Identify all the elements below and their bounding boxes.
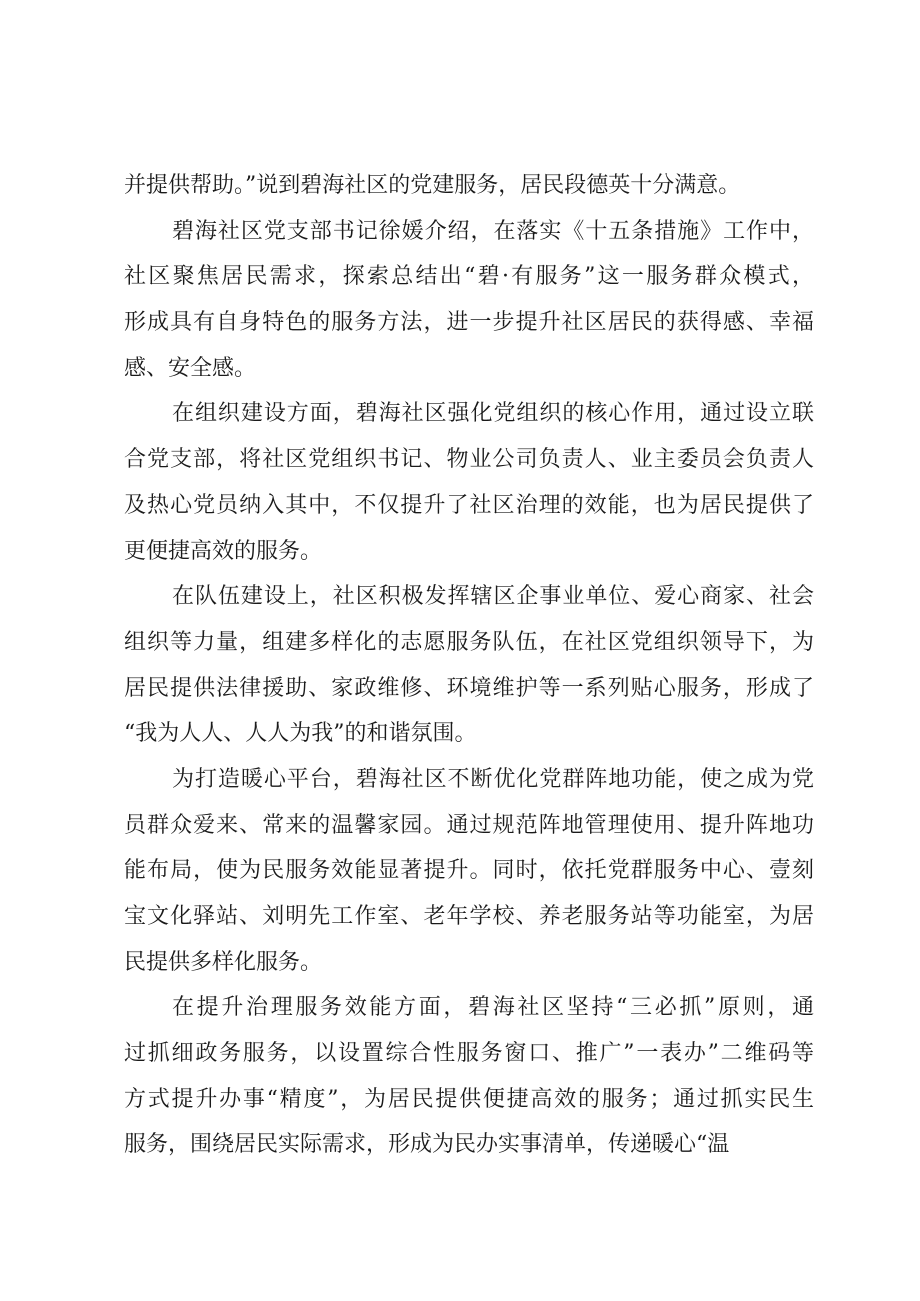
text-line: 及热心党员纳入其中，不仅提升了社区治理的效能，也为居民提供了: [124, 492, 814, 518]
text-line: 在组织建设方面，碧海社区强化党组织的核心作用，通过设立联: [172, 401, 814, 427]
text-line: 民提供多样化服务。: [124, 949, 323, 975]
text-line: 方式提升办事“精度”，为居民提供便捷高效的服务；通过抓实民生: [124, 1086, 814, 1112]
paragraph: [124, 391, 814, 574]
paragraph: [124, 985, 814, 1168]
text-line: 更便捷高效的服务。: [124, 538, 323, 564]
text-line: 在提升治理服务效能方面，碧海社区坚持“三必抓”原则，通: [172, 995, 814, 1021]
text-line: 碧海社区党支部书记徐媛介绍，在落实《十五条措施》工作中，: [172, 218, 814, 244]
text-line: 能布局，使为民服务效能显著提升。同时，依托党群服务中心、壹刻: [124, 858, 814, 884]
paragraph: [124, 574, 814, 757]
text-line: 宝文化驿站、刘明先工作室、老年学校、养老服务站等功能室，为居: [124, 904, 814, 929]
paragraph: [124, 209, 814, 392]
text-line: 为打造暖心平台，碧海社区不断优化党群阵地功能，使之成为党: [172, 766, 814, 792]
text-line: 感、安全感。: [124, 355, 257, 381]
text-line: 居民提供法律援助、家政维修、环境维护等一系列贴心服务，形成了: [124, 675, 814, 701]
document-body: [124, 163, 814, 1168]
text-line: 并提供帮助。”说到碧海社区的党建服务，居民段德英十分满意。: [124, 173, 741, 198]
text-line: 组织等力量，组建多样化的志愿服务队伍，在社区党组织领导下，为: [124, 629, 814, 655]
text-line: 合党支部，将社区党组织书记、物业公司负责人、业主委员会负责人: [124, 447, 814, 473]
text-line: 形成具有自身特色的服务方法，进一步提升社区居民的获得感、幸福: [124, 310, 814, 336]
paragraph: [124, 757, 814, 985]
paragraph-continued: [124, 163, 814, 209]
text-line: 社区聚焦居民需求，探索总结出“碧·有服务”这一服务群众模式，: [124, 264, 814, 290]
text-line: 在队伍建设上，社区积极发挥辖区企事业单位、爱心商家、社会: [172, 584, 814, 610]
text-line: 过抓细政务服务，以设置综合性服务窗口、推广”一表办”二维码等: [124, 1041, 814, 1067]
text-line: 员群众爱来、常来的温馨家园。通过规范阵地管理使用、提升阵地功: [124, 812, 814, 838]
text-line: 服务，围绕居民实际需求，形成为民办实事清单，传递暖心“温: [124, 1132, 730, 1158]
text-line: “我为人人、人人为我”的和谐氛围。: [124, 721, 477, 747]
